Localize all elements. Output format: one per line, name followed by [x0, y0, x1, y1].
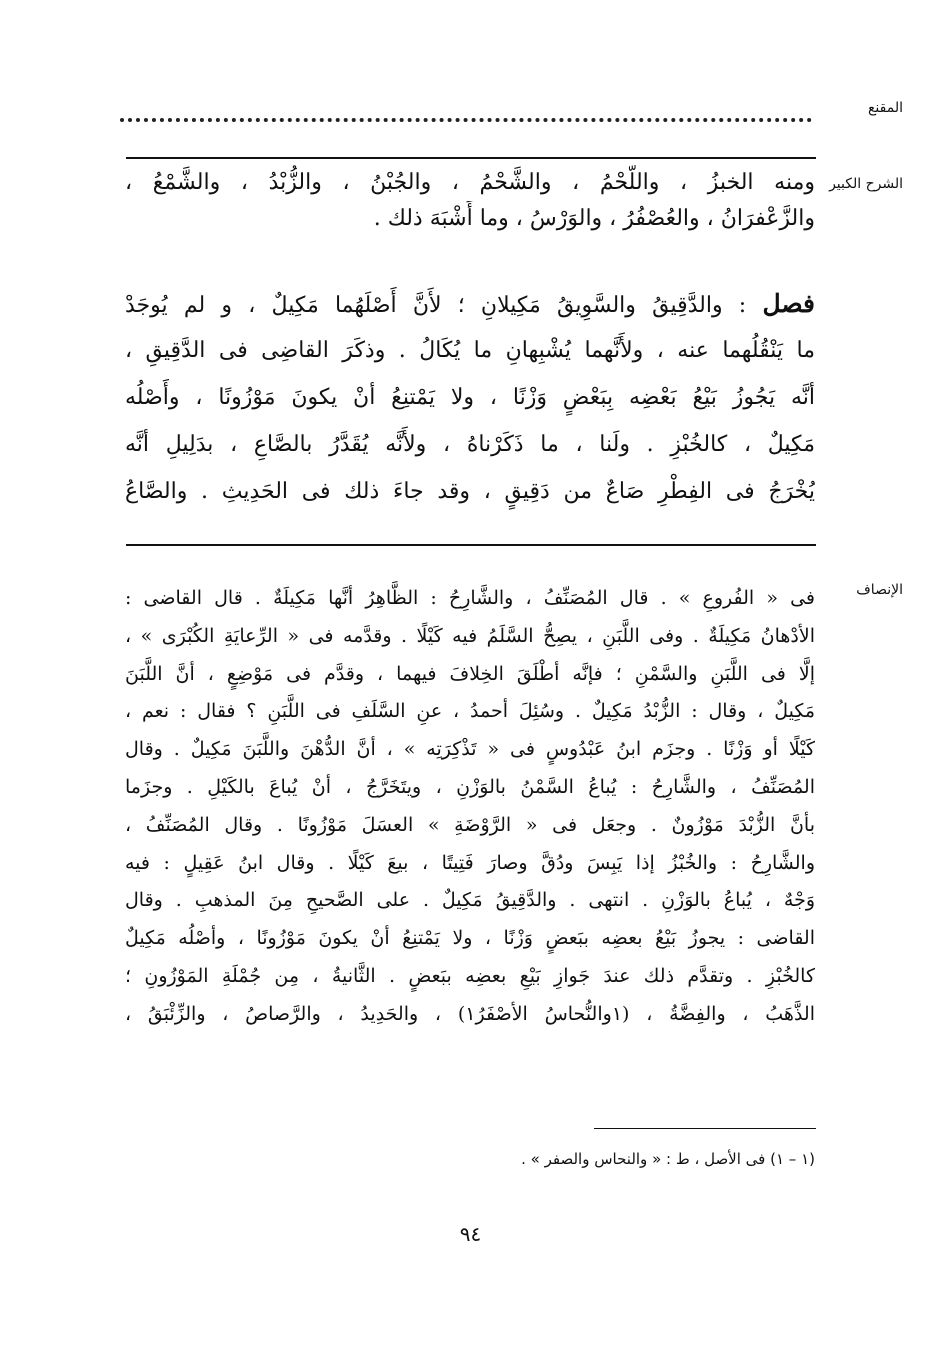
text-line: والزَّعْفرَانُ ، والعُصْفُرُ ، والوَرْسُ ، وما أَشْبَهَ ذلك . — [373, 206, 815, 231]
fasl-heading: فصل — [762, 289, 815, 318]
text-line: يُخْرَجُ فى الفِطْرِ صَاعٌ من دَقِيقٍ ، وقد جاءَ ذلك فى الحَدِيثِ . والصَّاعُ — [125, 479, 815, 504]
text-line: المُصَنِّفُ ، والشَّارِحُ : يُباعُ السَّمْنُ بالوَزْنِ ، ويتَخَرَّجُ ، أنْ يُباعَ بالكَيْلِ . وجزَما — [125, 775, 815, 798]
insaf-top-rule — [126, 544, 816, 546]
sharh-top-rule — [126, 157, 816, 159]
text-line: بأنَّ الزُّبْدَ مَوْزُونٌ . وجعَل فى « الرَّوْضَةِ » العسَلَ مَوْزُونًا . وقال المُصَنِّفُ ، — [125, 813, 815, 836]
text-line: فى « الفُروعِ » . قال المُصَنِّفُ ، والشَّارِحُ : الظَّاهِرُ أنَّها مَكِيلَةٌ . قال القاضى : — [125, 587, 815, 609]
sharh-kabir-label: الشرح الكبير — [829, 176, 903, 192]
muqni-label: المقنع — [867, 100, 903, 116]
text-line: كَيْلًا أو وَزْنًا . وجزَم ابنُ عَبْدُوسٍ فى « تَذْكِرَتِه » ، أنَّ الدُّهْنَ واللَّبَنَ مَكِيلٌ . وقال — [125, 738, 815, 761]
text-line: القاضى : يجوزُ بَيْعُ بعضِه ببَعضٍ وَزْنًا ، ولا يَمْتنِعُ أنْ يكونَ مَوْزُونًا ، وأصْلُه مَكِيلٌ — [125, 927, 815, 950]
text-line: أنَّه يَجُوزُ بَيْعُ بَعْضِه بِبَعْضٍ وَزْنًا ، ولا يَمْتنِعُ أنْ يكونَ مَوْزُونًا ، وأَصْلُه — [125, 385, 815, 410]
footnote: (١ – ١) فى الأصل ، ط : « والنحاس والصفر » . — [521, 1150, 815, 1168]
fasl-first-line — [125, 280, 815, 327]
text-line: ما يَنْقُلُهما عنه ، ولأَنَّهما يُشْبِهانِ ما يُكَالُ . وذكَرَ القاضِى فى الدَّقِيقِ ، — [125, 338, 815, 363]
text-line: مَكِيلٌ ، وقال : الزُّبْدُ مَكِيلٌ . وسُئِلَ أحمدُ ، عنِ السَّلَفِ فى اللَّبَنِ ؟ فقال : نعم ، — [125, 700, 815, 723]
text-line: وَجْهٌ ، يُباعُ بالوَزْنِ . انتهى . والدَّقِيقُ مَكِيلٌ . على الصَّحيحِ مِنَ المذهبِ . وقال — [125, 889, 815, 912]
insaf-text — [125, 580, 815, 1034]
text-line: إلَّا فى اللَّبَنِ والسَّمْنِ ؛ فإنَّه أطْلَقَ الخِلافَ فيهما ، وقدَّم فى مَوْضِعٍ ، أنَّ اللَّبَنَ — [125, 662, 815, 685]
text-line: الأدْهانُ مَكِيلَةٌ . وفى اللَّبَنِ ، يصِحُّ السَّلَمُ فيه كَيْلًا . وقدَّمه فى « الرِّعايَةِ الكُبْرَى » ، — [125, 624, 815, 647]
text-line: والشَّارِحُ : والخُبْزُ إذا يَبِسَ ودُقَّ وصارَ فَتِيتًا ، بيعَ كَيْلًا . وقال ابنُ عَقِيلٍ : فيه — [125, 851, 815, 874]
text-line: كالخُبْزِ . وتقدَّم ذلك عندَ جَوازِ بَيْعِ بعضِه ببَعضٍ . الثَّانيةُ ، مِن جُمْلَةِ المَوْزُونِ ؛ — [125, 964, 815, 987]
insaf-label: الإنصاف — [856, 582, 903, 598]
muqni-dotted-rule — [120, 118, 812, 122]
fasl-paragraph — [125, 280, 815, 515]
page-number: ٩٤ — [459, 1222, 482, 1246]
text-line: الذَّهَبُ ، والفِضَّةُ ، (١والنُّحاسُ الأصْفَرُ١) ، والحَدِيدُ ، والرَّصاصُ ، والزِّئْبَقُ ، — [125, 1002, 815, 1025]
text-line: ومنه الخبزُ ، واللَّحْمُ ، والشَّحْمُ ، والجُبْنُ ، والزُّبْدُ ، والشَّمْعُ ، — [125, 170, 815, 195]
fasl-first-line-text: : والدَّقِيقُ والسَّوِيقُ مَكِيلانِ ؛ لأَنَّ أَصْلَهُما مَكِيلٌ ، و لم يُوجَدْ — [125, 293, 747, 318]
sharh-intro — [125, 165, 815, 237]
text-line: مَكِيلٌ ، كالخُبْزِ . ولَنا ، ما ذَكَرْناهُ ، ولأَنَّه يُقَدَّرُ بالصَّاعِ ، بدَلِيلِ أنَّه — [125, 432, 815, 457]
footnote-rule — [594, 1128, 816, 1129]
